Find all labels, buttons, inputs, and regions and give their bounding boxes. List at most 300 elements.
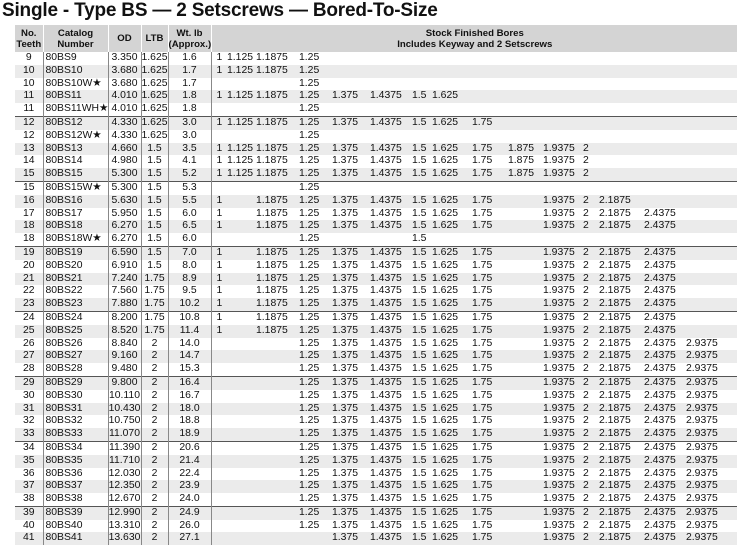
od-cell: 6.270 [108, 233, 141, 246]
bore-cell: 1.625 [432, 428, 472, 441]
bore-cell: 1.1875 [256, 195, 299, 208]
bore-cell: 1.4375 [370, 428, 412, 441]
table-row [15, 181, 737, 194]
bore-cell [508, 181, 543, 194]
bore-cell: 1.4375 [370, 363, 402, 375]
bore-cell: 1.375 [332, 207, 359, 219]
od-cell: 4.010 [108, 103, 141, 116]
bore-cell [599, 155, 644, 168]
bore-cell: 1 [211, 260, 227, 273]
bore-cell: 1.625 [432, 298, 472, 311]
bore-cell: 1 [211, 298, 227, 311]
bore-cell [644, 103, 686, 116]
catalog-number-cell: 80BS39 [43, 506, 108, 519]
bore-cell: 2.1875 [599, 311, 644, 324]
bore-cell [227, 220, 256, 233]
bore-cell: 1 [211, 311, 227, 324]
bore-cell [583, 78, 599, 91]
weight-cell: 8.0 [168, 260, 211, 273]
bore-cell: 1.625 [432, 285, 459, 297]
bore-cell: 1.4375 [370, 467, 402, 479]
teeth-cell: 10 [22, 77, 35, 89]
teeth-cell: 23 [15, 298, 43, 311]
bore-cell: 1.375 [332, 363, 359, 375]
bore-cell: 1.9375 [543, 519, 575, 531]
bore-cell [686, 260, 737, 273]
bore-cell [227, 506, 256, 519]
bore-cell: 1.25 [299, 233, 320, 245]
table-row [15, 90, 737, 103]
weight-cell: 14.7 [168, 350, 211, 363]
bore-cell: 1.75 [472, 350, 508, 363]
bore-cell: 1.1875 [256, 207, 288, 219]
weight-cell: 21.4 [168, 455, 211, 468]
bore-cell [227, 403, 256, 416]
bore-cell: 1.5 [412, 285, 427, 297]
catalog-number-cell: 80BS15 [43, 168, 108, 181]
bore-cell: 2 [583, 207, 589, 219]
table-row [15, 311, 737, 324]
teeth-cell: 11 [15, 90, 43, 103]
bore-cell: 1.25 [299, 455, 332, 468]
od-cell: 4.660 [108, 143, 141, 156]
bore-cell [508, 363, 543, 376]
table-row [15, 441, 737, 454]
bore-cell [644, 155, 686, 168]
od-cell: 9.800 [108, 376, 141, 389]
bore-cell: 1.9375 [543, 455, 583, 468]
bore-cell [644, 65, 686, 78]
bore-cell: 2 [583, 155, 589, 167]
bore-cell [508, 116, 543, 129]
bore-cell [227, 181, 256, 194]
bore-cell: 1 [211, 90, 227, 103]
bore-cell: 1.25 [299, 259, 320, 271]
teeth-cell: 36 [22, 467, 35, 479]
bore-cell [599, 130, 644, 143]
bore-cell [508, 52, 543, 65]
bore-cell: 1.75 [472, 168, 508, 181]
bore-cell: 1.4375 [370, 325, 412, 338]
bore-cell [472, 233, 508, 246]
bore-cell: 1.625 [432, 325, 472, 338]
bore-cell: 1.75 [472, 403, 508, 416]
teeth-cell: 28 [22, 363, 35, 375]
bore-cell: 1.875 [508, 143, 543, 156]
catalog-number-cell: 80BS16 [43, 195, 108, 208]
weight-cell: 24.0 [168, 493, 211, 506]
bore-cell: 1.375 [332, 285, 359, 297]
bore-cell: 1 [211, 208, 227, 221]
bore-cell [432, 78, 472, 91]
bore-cell: 1.875 [508, 155, 535, 167]
table-row [15, 155, 737, 168]
teeth-cell: 18 [22, 233, 35, 245]
weight-cell: 3.5 [168, 143, 211, 156]
header-od: OD [108, 25, 141, 52]
bore-cell [508, 480, 543, 493]
ltb-cell: 1.75 [141, 273, 168, 286]
bore-cell [508, 376, 543, 389]
catalog-number-cell: 80BS29 [43, 376, 108, 389]
catalog-number-cell: 80BS38 [43, 493, 108, 506]
bore-cell [508, 90, 543, 103]
catalog-number-cell: 80BS30 [43, 390, 108, 403]
teeth-cell: 13 [15, 143, 43, 156]
bore-cell: 1.75 [472, 220, 508, 233]
bore-cell [472, 130, 508, 143]
ltb-cell: 1.625 [141, 116, 168, 128]
bore-cell [508, 220, 543, 233]
ltb-cell: 2 [141, 338, 168, 351]
bore-cell: 2 [583, 389, 589, 401]
bore-cell [599, 103, 644, 116]
bore-cell [508, 285, 543, 298]
bore-cell: 1.125 [227, 116, 256, 129]
bore-cell [508, 403, 543, 416]
ltb-cell: 1.625 [141, 64, 168, 76]
bore-cell: 1.25 [299, 415, 320, 427]
bore-cell: 1.375 [332, 403, 370, 416]
bore-cell: 1.5 [412, 506, 432, 519]
bore-cell: 2.1875 [599, 285, 631, 297]
ltb-cell: 1.625 [141, 103, 168, 116]
bore-cell: 1 [211, 246, 227, 259]
bore-cell [508, 246, 543, 259]
bore-cell: 2.1875 [599, 246, 644, 259]
bore-cell [256, 78, 299, 91]
ltb-cell: 2 [141, 363, 168, 376]
bore-cell: 1.5 [412, 389, 427, 401]
od-cell: 13.310 [108, 519, 141, 531]
bore-cell [543, 103, 583, 116]
bore-cell [599, 65, 644, 78]
weight-cell: 27.1 [168, 532, 211, 545]
ltb-cell: 1.75 [141, 298, 168, 311]
bore-cell: 2 [583, 325, 599, 338]
bore-cell [686, 130, 737, 143]
table-row [15, 246, 737, 259]
ltb-cell: 2 [141, 390, 168, 403]
bore-cell: 1.625 [432, 455, 472, 468]
catalog-number-cell: 80BS10 [43, 65, 108, 78]
bore-cell: 1.9375 [543, 363, 575, 375]
bore-cell [227, 520, 256, 533]
ltb-cell: 2 [141, 350, 168, 363]
catalog-number-cell: 80BS21 [43, 273, 108, 286]
bore-cell [211, 480, 227, 493]
weight-cell: 3.0 [168, 130, 211, 143]
bore-cell: 2 [583, 519, 589, 531]
bore-cell: 2.4375 [644, 311, 686, 324]
bore-cell: 1.625 [432, 506, 472, 519]
bore-cell: 1.375 [332, 220, 370, 233]
bore-cell: 2.4375 [644, 506, 686, 519]
bore-cell: 1 [211, 155, 227, 168]
bore-cell: 1.9375 [543, 480, 583, 493]
bore-cell [412, 130, 432, 143]
bore-cell: 2 [583, 273, 599, 286]
weight-cell: 26.0 [168, 520, 211, 533]
od-cell: 10.110 [108, 389, 140, 401]
bore-cell: 1.5 [412, 493, 427, 505]
bore-cell [211, 468, 227, 481]
bore-cell [508, 338, 543, 351]
bore-cell: 1.1875 [256, 246, 299, 259]
catalog-number-cell: 80BS28 [43, 363, 108, 376]
bore-cell [508, 208, 543, 221]
od-cell: 8.840 [108, 338, 141, 351]
header-weight: Wt. lb (Approx.) [168, 25, 211, 52]
bore-cell: 1.1875 [256, 220, 299, 233]
bore-cell: 1.4375 [370, 168, 412, 181]
bore-cell [644, 130, 686, 143]
bore-cell [686, 116, 737, 129]
bore-cell [432, 181, 472, 194]
weight-cell: 24.9 [168, 506, 211, 519]
bore-cell: 1.1875 [256, 311, 299, 324]
bore-cell: 1.25 [299, 519, 320, 531]
bore-cell: 1.75 [472, 363, 493, 375]
bore-cell [508, 532, 543, 545]
bore-cell: 2.1875 [599, 350, 644, 363]
bore-cell: 2.1875 [599, 455, 644, 468]
bore-cell: 1.375 [332, 259, 359, 271]
ltb-cell: 1.5 [141, 260, 168, 273]
bore-cell [432, 52, 472, 65]
table-row [15, 260, 737, 273]
bore-cell: 1.9375 [543, 298, 583, 311]
bore-cell [370, 65, 412, 78]
bore-cell: 1.9375 [543, 389, 575, 401]
weight-cell: 7.0 [168, 246, 211, 259]
bore-cell [332, 233, 370, 246]
bore-cell [686, 168, 737, 181]
bore-cell: 2.1875 [599, 532, 644, 545]
od-cell: 12.990 [108, 506, 141, 518]
teeth-cell: 35 [15, 455, 43, 468]
od-cell: 7.560 [108, 285, 141, 298]
bore-cell: 2.9375 [686, 415, 718, 427]
catalog-number-cell: 80BS15W★ [43, 181, 108, 194]
bore-cell: 1.625 [432, 207, 459, 219]
bore-cell: 1.25 [299, 403, 332, 416]
bore-cell [211, 532, 227, 545]
bore-cell [256, 480, 299, 493]
table-row [15, 455, 737, 468]
bore-cell: 2 [583, 467, 589, 479]
bore-cell [644, 90, 686, 103]
bore-cell [227, 311, 256, 324]
bore-cell [543, 181, 583, 194]
bore-cell [472, 181, 508, 194]
table-row [15, 376, 737, 389]
table-row [15, 363, 737, 376]
bore-cell [370, 130, 412, 143]
bore-cell: 1.25 [299, 181, 332, 194]
bore-cell: 2.4375 [644, 298, 686, 311]
bore-cell [227, 338, 256, 351]
bore-cell: 2 [583, 415, 589, 427]
bore-cell: 1.5 [412, 246, 432, 259]
bore-cell: 1.5 [412, 363, 427, 375]
bore-cell [299, 532, 332, 545]
od-cell: 5.950 [108, 208, 141, 221]
bore-cell: 2.1875 [599, 415, 631, 427]
bore-cell: 1.75 [472, 480, 508, 493]
bore-cell [227, 325, 256, 338]
bore-cell: 1.4375 [370, 532, 412, 545]
catalog-number-cell: 80BS18 [43, 220, 108, 233]
bore-cell: 2.9375 [686, 350, 737, 363]
bore-cell: 2.4375 [644, 376, 686, 389]
bore-cell [227, 532, 256, 545]
catalog-number-cell: 80BS18W★ [43, 233, 108, 246]
teeth-cell: 15 [15, 168, 43, 181]
bore-cell: 1.625 [432, 415, 459, 427]
bore-cell [686, 220, 737, 233]
bore-cell: 1.75 [472, 285, 493, 297]
weight-cell: 10.8 [168, 311, 211, 324]
catalog-number-cell: 80BS37 [43, 480, 108, 493]
bore-cell: 1.75 [472, 519, 493, 531]
bore-cell [227, 390, 256, 403]
bore-cell [412, 181, 432, 194]
catalog-number-cell: 80BS14 [43, 155, 108, 168]
bore-cell: 2 [583, 376, 599, 389]
bore-cell [227, 208, 256, 221]
bore-cell: 2.9375 [686, 506, 737, 519]
bore-cell [686, 311, 737, 324]
bore-cell: 2 [583, 220, 599, 233]
teeth-cell: 30 [22, 389, 35, 401]
bore-cell [256, 493, 299, 506]
bore-cell [227, 350, 256, 363]
bore-cell: 1.5 [412, 311, 432, 324]
bore-cell: 1.25 [299, 493, 320, 505]
bore-cell: 1.75 [472, 311, 508, 324]
bore-cell: 1.1875 [256, 65, 299, 78]
table-row [15, 506, 737, 519]
bore-cell: 1.75 [472, 376, 508, 389]
bore-cell: 1.9375 [543, 220, 583, 233]
bore-cell: 1.625 [432, 350, 472, 363]
bore-cell: 2 [583, 337, 589, 349]
bore-cell: 2.4375 [644, 259, 676, 271]
bore-cell [508, 350, 543, 363]
bore-cell [583, 181, 599, 194]
table-row [15, 195, 737, 208]
bore-cell [599, 233, 644, 246]
weight-cell: 3.0 [168, 116, 211, 129]
bore-cell [227, 363, 256, 376]
bore-cell [508, 298, 543, 311]
bore-cell [227, 480, 256, 493]
bore-cell [686, 273, 737, 286]
bore-cell [686, 65, 737, 78]
table-row [15, 468, 737, 481]
bore-cell: 1.25 [299, 337, 320, 349]
bore-cell: 1.25 [299, 441, 332, 454]
bore-cell: 1.25 [299, 506, 332, 519]
catalog-number-cell: 80BS35 [43, 455, 108, 468]
weight-cell: 18.0 [168, 403, 211, 416]
bore-cell: 2.1875 [599, 467, 631, 479]
bore-cell: 1.1875 [256, 143, 299, 156]
header-catalog: Catalog Number [43, 25, 108, 52]
bore-cell: 2.9375 [686, 363, 718, 375]
teeth-cell: 25 [15, 325, 43, 338]
weight-cell: 23.9 [168, 480, 211, 493]
bore-cell: 1.25 [299, 155, 320, 167]
bore-cell [370, 52, 412, 65]
table-body [15, 52, 737, 545]
bore-cell: 2.9375 [686, 389, 718, 401]
bore-cell: 2.4375 [644, 519, 676, 531]
bore-cell: 1 [211, 195, 227, 208]
bore-cell [227, 468, 256, 481]
bore-cell: 1.1875 [256, 298, 299, 311]
bore-cell: 2.9375 [686, 493, 718, 505]
bore-cell: 2.1875 [599, 337, 631, 349]
bore-cell: 1.5 [412, 207, 427, 219]
table-row [15, 428, 737, 441]
bore-cell: 1.75 [472, 273, 508, 286]
bore-cell [543, 65, 583, 78]
bore-cell: 1.1875 [256, 325, 299, 338]
bore-cell: 1.375 [332, 298, 370, 311]
bore-cell: 1.25 [299, 325, 332, 338]
bore-cell: 1.4375 [370, 389, 402, 401]
bore-cell [211, 181, 227, 194]
bore-cell [256, 403, 299, 416]
bore-cell: 2 [583, 168, 599, 181]
weight-cell: 1.7 [168, 78, 211, 91]
bore-cell: 1.5 [412, 441, 432, 454]
bore-cell: 1.375 [332, 195, 370, 208]
od-cell: 7.240 [108, 273, 141, 286]
bore-cell: 2.1875 [599, 207, 631, 219]
teeth-cell: 19 [15, 246, 43, 259]
od-cell: 3.680 [108, 78, 141, 91]
weight-cell: 16.7 [168, 390, 211, 403]
weight-cell: 18.8 [168, 415, 211, 428]
bore-cell: 2 [583, 532, 599, 545]
bore-cell [508, 390, 543, 403]
bore-cell: 1.4375 [370, 246, 412, 259]
bore-cell [412, 103, 432, 116]
bore-cell: 2.4375 [644, 415, 676, 427]
ltb-cell: 1.5 [141, 168, 168, 181]
weight-cell: 6.5 [168, 220, 211, 233]
bore-cell: 1.375 [332, 143, 370, 156]
bore-cell: 2.4375 [644, 273, 686, 286]
bore-cell: 1.375 [332, 519, 359, 531]
bore-cell [256, 350, 299, 363]
bore-cell [508, 441, 543, 454]
bore-cell: 2 [583, 246, 599, 259]
bore-cell: 1.9375 [543, 259, 575, 271]
teeth-cell: 31 [15, 403, 43, 416]
bore-cell: 1.75 [472, 325, 508, 338]
ltb-cell: 1.625 [141, 52, 168, 63]
bore-cell: 1.75 [472, 441, 508, 454]
bore-cell: 2 [583, 506, 599, 519]
bore-cell [227, 130, 256, 143]
catalog-number-cell: 80BS19 [43, 246, 108, 259]
bore-cell: 1.5 [412, 259, 427, 271]
bore-cell [227, 246, 256, 259]
